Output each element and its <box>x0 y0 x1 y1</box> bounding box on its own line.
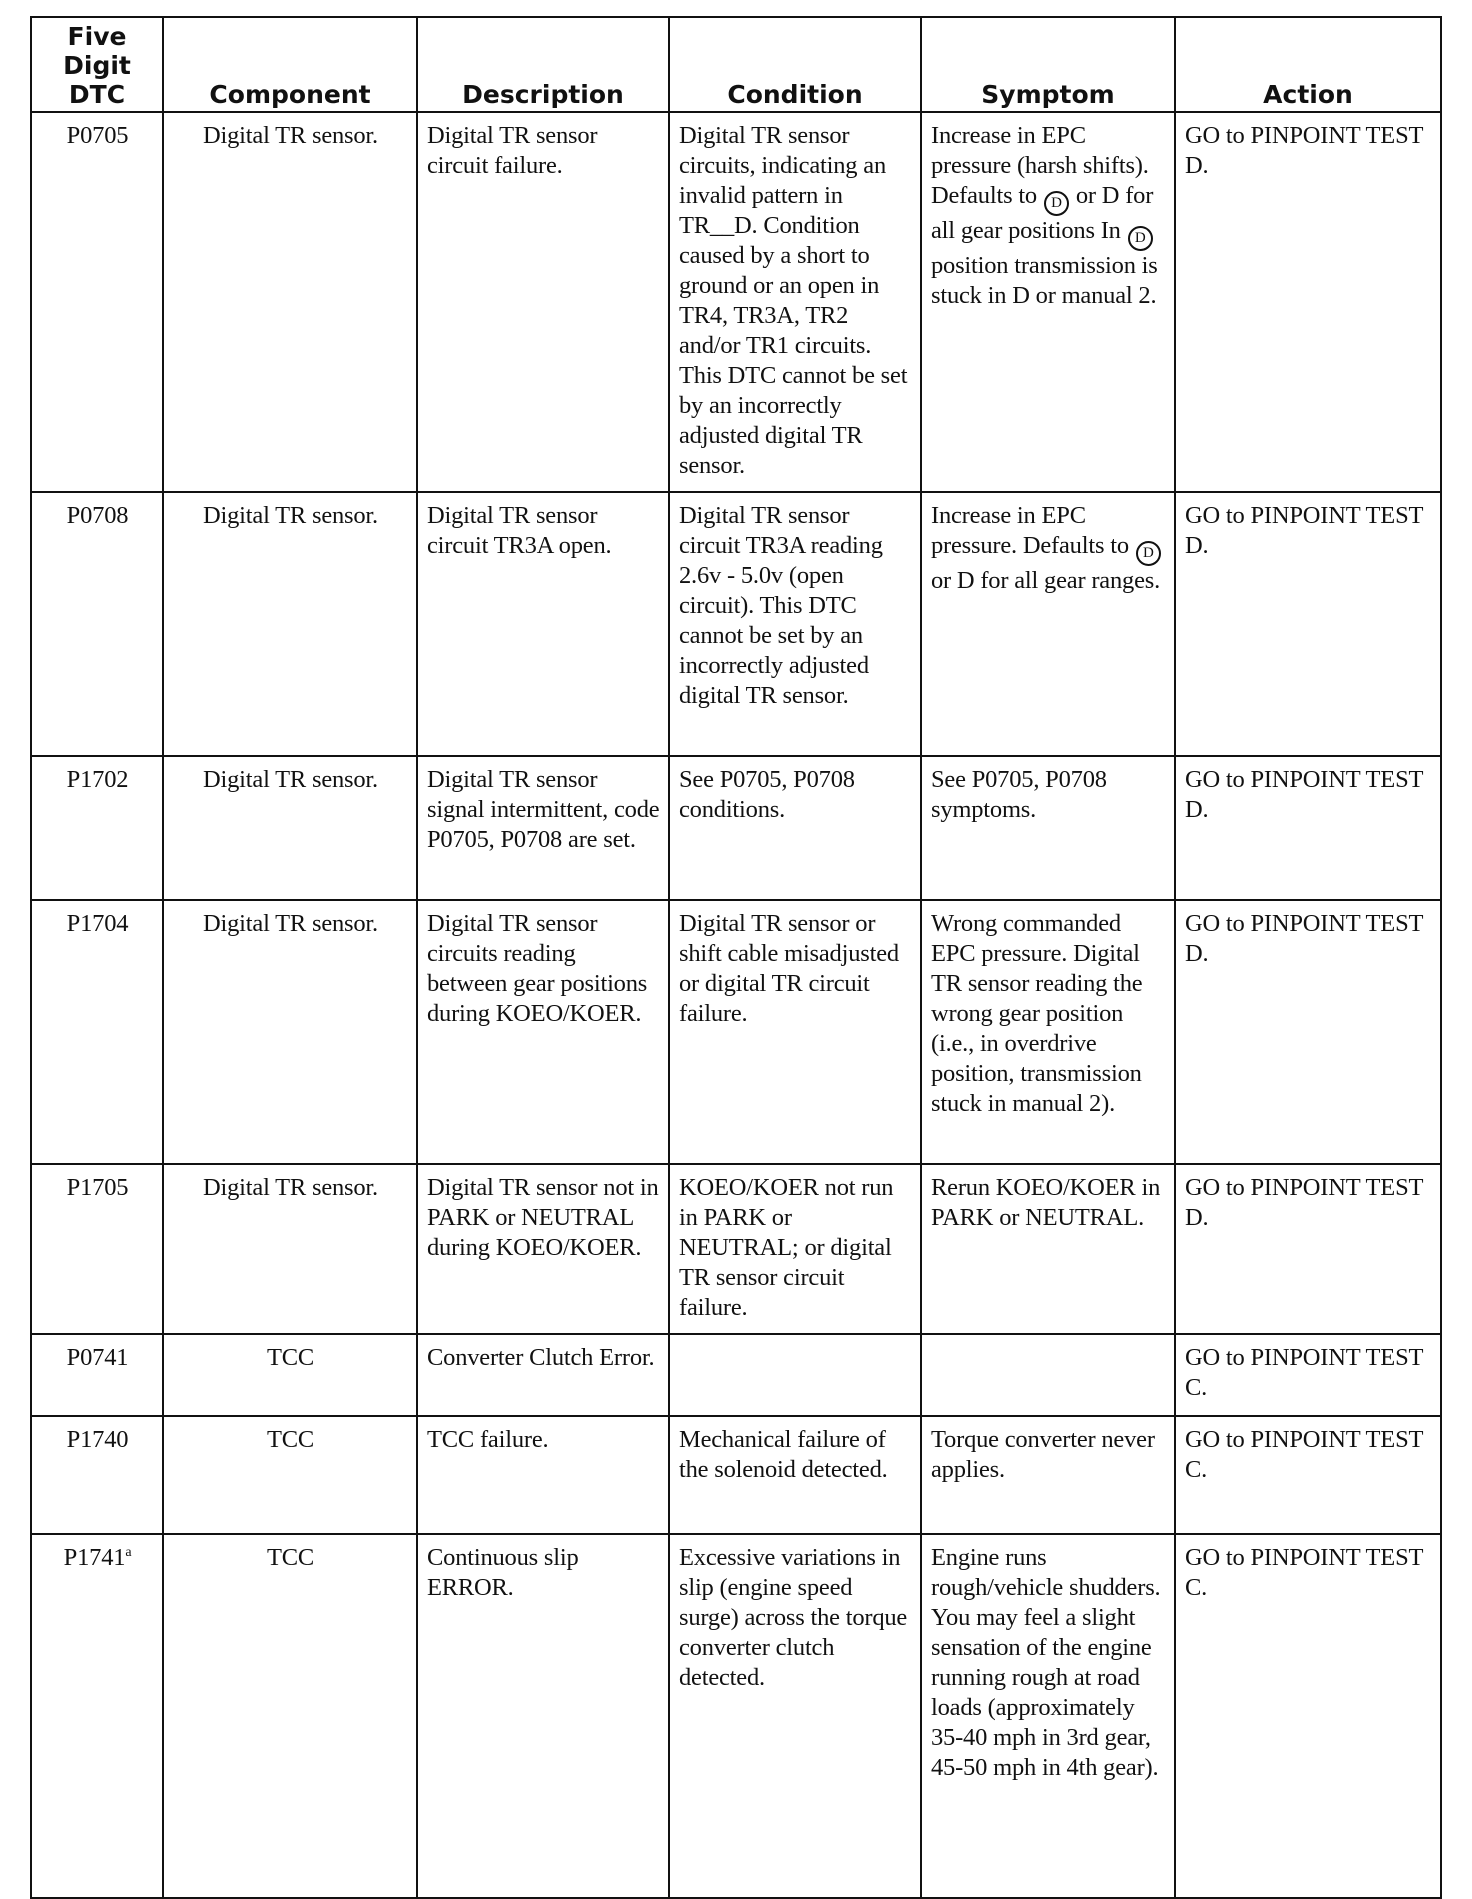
condition-cell: Digital TR sensor circuit TR3A reading 2.6v - 5.0v (open circuit). This DTC cannot be set by an incorrectly adjusted digital TR sensor. <box>669 492 921 756</box>
dtc-code-cell: P1741$^a$ <box>31 1534 163 1898</box>
dtc-code-cell: P1702 <box>31 756 163 900</box>
action-cell: GO to PINPOINT TEST C. <box>1175 1334 1441 1416</box>
action-cell: GO to PINPOINT TEST C. <box>1175 1416 1441 1534</box>
table-row <box>31 1334 1441 1416</box>
table-row <box>31 492 1441 756</box>
action-cell: GO to PINPOINT TEST D. <box>1175 1164 1441 1334</box>
description-cell: Converter Clutch Error. <box>417 1334 669 1416</box>
symptom-cell: Engine runs rough/vehicle shudders. You may feel a slight sensation of the engine running rough at road loads (approximately 35-40 mph in 3rd gear, 45-50 mph in 4th gear). <box>921 1534 1175 1898</box>
header-symptom: Symptom <box>921 17 1175 112</box>
condition-cell: Mechanical failure of the solenoid detected. <box>669 1416 921 1534</box>
dtc-table-page <box>30 16 1440 1899</box>
description-cell: Digital TR sensor circuit failure. <box>417 112 669 492</box>
description-cell: Digital TR sensor signal intermittent, code P0705, P0708 are set. <box>417 756 669 900</box>
dtc-code-cell: P0741 <box>31 1334 163 1416</box>
description-cell: Digital TR sensor not in PARK or NEUTRAL during KOEO/KOER. <box>417 1164 669 1334</box>
action-cell: GO to PINPOINT TEST D. <box>1175 756 1441 900</box>
condition-cell: Digital TR sensor or shift cable misadjusted or digital TR circuit failure. <box>669 900 921 1164</box>
component-cell: Digital TR sensor. <box>163 492 417 756</box>
dtc-code-cell: P0705 <box>31 112 163 492</box>
description-cell: Continuous slip ERROR. <box>417 1534 669 1898</box>
symptom-cell: Rerun KOEO/KOER in PARK or NEUTRAL. <box>921 1164 1175 1334</box>
description-cell: Digital TR sensor circuit TR3A open. <box>417 492 669 756</box>
action-cell: GO to PINPOINT TEST D. <box>1175 112 1441 492</box>
description-cell: Digital TR sensor circuits reading between gear positions during KOEO/KOER. <box>417 900 669 1164</box>
condition-cell: Digital TR sensor circuits, indicating an invalid pattern in TR__D. Condition caused by a short to ground or an open in TR4, TR3A, TR2 and/or TR1 circuits. This DTC cannot be set by an incorrectly adjusted digital TR sensor. <box>669 112 921 492</box>
table-row <box>31 1416 1441 1534</box>
dtc-table <box>30 16 1442 1899</box>
condition-cell <box>669 1334 921 1416</box>
table-row <box>31 1164 1441 1334</box>
header-five-digit-dtc: Five Digit DTC <box>31 17 163 112</box>
symptom-cell: Wrong commanded EPC pressure. Digital TR sensor reading the wrong gear position (i.e., in overdrive position, transmission stuck in manual 2). <box>921 900 1175 1164</box>
condition-cell: Excessive variations in slip (engine speed surge) across the torque converter clutch detected. <box>669 1534 921 1898</box>
component-cell: Digital TR sensor. <box>163 112 417 492</box>
symptom-cell: See P0705, P0708 symptoms. <box>921 756 1175 900</box>
dtc-code-cell: P1704 <box>31 900 163 1164</box>
component-cell: TCC <box>163 1334 417 1416</box>
condition-cell: See P0705, P0708 conditions. <box>669 756 921 900</box>
table-row <box>31 900 1441 1164</box>
dtc-code-cell: P0708 <box>31 492 163 756</box>
symptom-cell <box>921 1334 1175 1416</box>
header-description: Description <box>417 17 669 112</box>
symptom-cell: Torque converter never applies. <box>921 1416 1175 1534</box>
dtc-code-cell: P1740 <box>31 1416 163 1534</box>
overdrive-symbol-icon: D <box>1044 191 1069 216</box>
condition-cell: KOEO/KOER not run in PARK or NEUTRAL; or digital TR sensor circuit failure. <box>669 1164 921 1334</box>
component-cell: TCC <box>163 1534 417 1898</box>
overdrive-symbol-icon: D <box>1136 541 1161 566</box>
symptom-cell: Increase in EPC pressure. Defaults to D or D for all gear ranges. <box>921 492 1175 756</box>
component-cell: Digital TR sensor. <box>163 1164 417 1334</box>
table-row <box>31 112 1441 492</box>
table-row <box>31 1534 1441 1898</box>
component-cell: Digital TR sensor. <box>163 756 417 900</box>
symptom-cell: Increase in EPC pressure (harsh shifts). Defaults to D or D for all gear positions In D position transmission is stuck in D or manual 2. <box>921 112 1175 492</box>
footnote-marker: a <box>125 1544 132 1560</box>
description-cell: TCC failure. <box>417 1416 669 1534</box>
action-cell: GO to PINPOINT TEST C. <box>1175 1534 1441 1898</box>
overdrive-symbol-icon: D <box>1128 226 1153 251</box>
action-cell: GO to PINPOINT TEST D. <box>1175 492 1441 756</box>
header-row <box>31 17 1441 112</box>
dtc-code-cell: P1705 <box>31 1164 163 1334</box>
header-component: Component <box>163 17 417 112</box>
header-condition: Condition <box>669 17 921 112</box>
action-cell: GO to PINPOINT TEST D. <box>1175 900 1441 1164</box>
header-action: Action <box>1175 17 1441 112</box>
table-row <box>31 756 1441 900</box>
component-cell: Digital TR sensor. <box>163 900 417 1164</box>
component-cell: TCC <box>163 1416 417 1534</box>
